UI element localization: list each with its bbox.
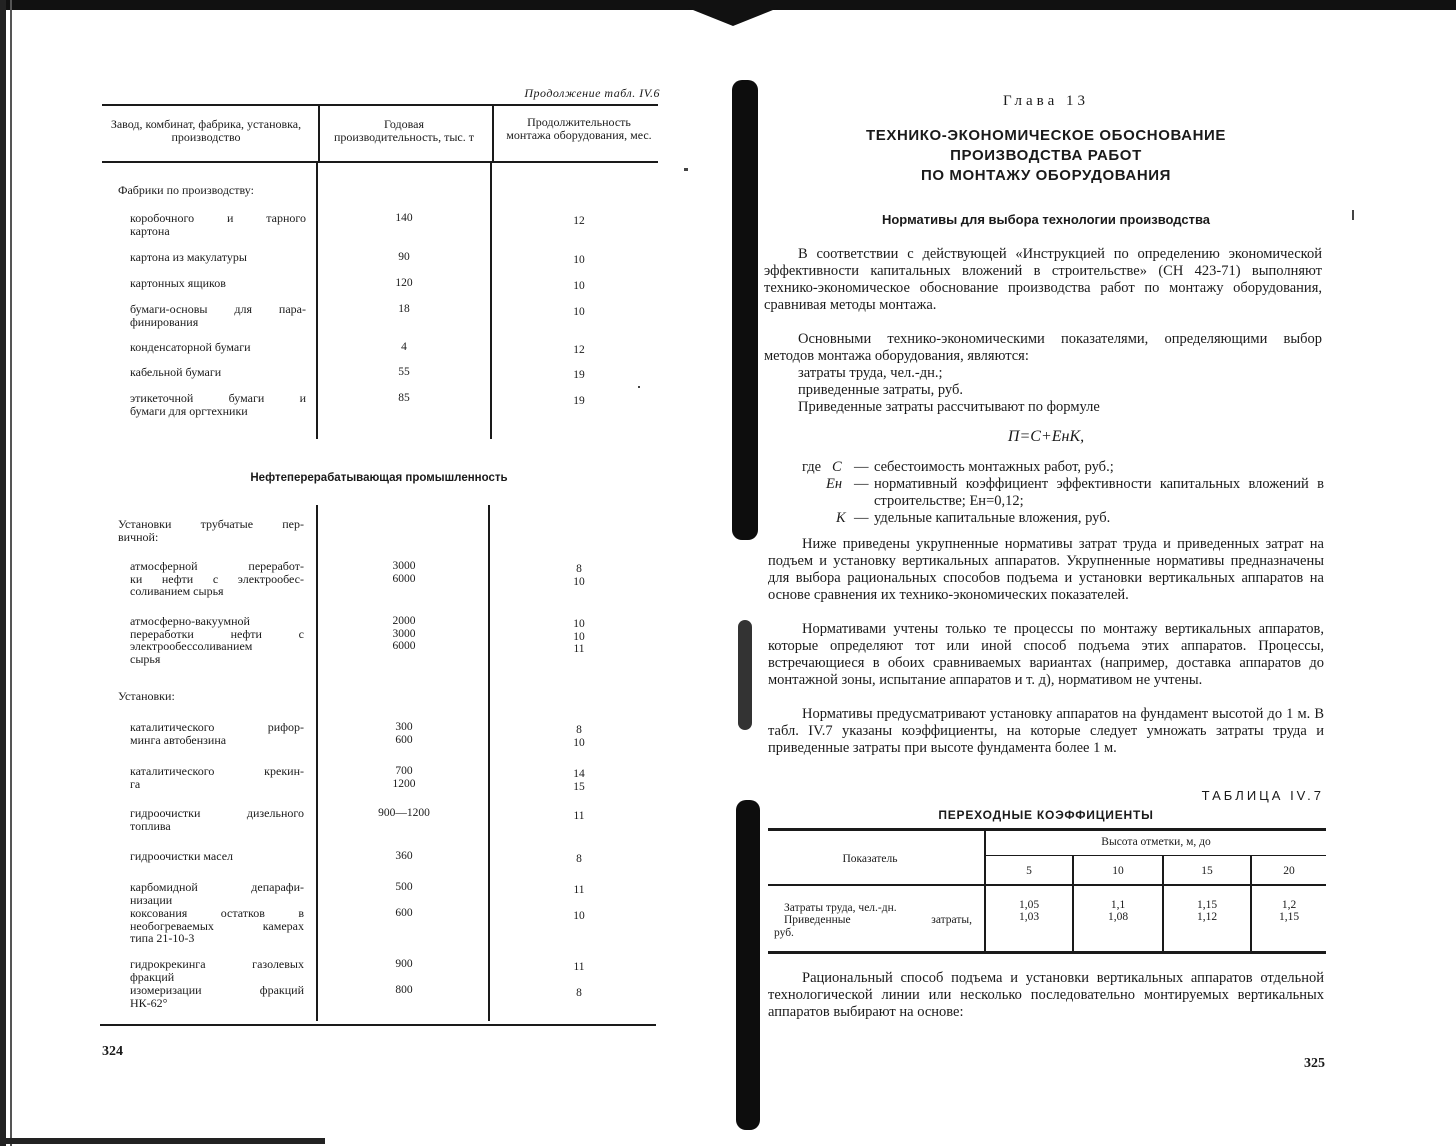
coef-height-header: 20 [1283, 865, 1295, 877]
duration-value: 19 [573, 369, 585, 381]
coef-value: 1,08 [1107, 911, 1129, 923]
gutter-shadow [732, 80, 758, 540]
scan-speck [1352, 210, 1354, 220]
duration-value: 8 [576, 987, 582, 999]
header-divider [492, 106, 494, 162]
coef-value: 1,15 [1278, 911, 1300, 923]
row-name-line: топлива [130, 818, 171, 833]
duration-value: 11 [573, 810, 585, 822]
coef-row-label: руб. [774, 927, 794, 939]
list-item: приведенные затраты, руб. [798, 382, 963, 398]
row-name-line: гидрокрекинга газолевых [130, 957, 304, 971]
row-name-line: фракций [130, 969, 175, 984]
column-divider [316, 163, 318, 439]
table-label: ТАБЛИЦА IV.7 [1201, 788, 1324, 803]
row-name-line: ки нефти с электрообес- [130, 571, 304, 586]
coef-row-label: Затраты труда, чел.-дн. [784, 902, 897, 914]
coef-value: 1,05 [1018, 899, 1040, 911]
capacity-value: 4 [401, 341, 407, 353]
row-name-line: атмосферной переработ- [130, 559, 304, 573]
duration-value: 10 [573, 736, 585, 749]
duration-value: 10 [573, 910, 585, 922]
header-capacity: Годовая производительность, тыс. т [333, 117, 475, 144]
row-name-line: картонных ящиков [130, 276, 226, 290]
header-duration: Продолжительность монтажа оборудования, мес. [506, 115, 652, 142]
section-subheading: Нормативы для выбора технологии производства [881, 212, 1211, 227]
coef-height-header: 10 [1112, 865, 1124, 877]
row-name-line: гидроочистки дизельного [130, 806, 304, 820]
header-plant: Завод, комбинат, фабрика, установка, производство [110, 117, 302, 144]
capacity-value: 500 [395, 881, 413, 893]
table-continuation-label: Продолжение табл. IV.6 [524, 86, 660, 100]
row-name-line: низации [130, 892, 173, 907]
table-title: ПЕРЕХОДНЫЕ КОЭФФИЦИЕНТЫ [938, 808, 1154, 822]
coef-value: 1,2 [1281, 899, 1297, 911]
group-title-line: вичной: [118, 530, 159, 544]
row-name-line: га [130, 776, 141, 791]
duration-value: 12 [573, 215, 585, 227]
section-title: Нефтеперерабатывающая промышленность [250, 472, 508, 484]
coef-height-header: 15 [1201, 865, 1213, 877]
chapter-title [768, 126, 1324, 186]
coef-group-rule [985, 855, 1326, 856]
coef-value: 1,15 [1196, 899, 1218, 911]
coef-height-header: 5 [1026, 865, 1032, 877]
capacity-value: 900—1200 [378, 807, 430, 819]
duration-value: 10 [573, 254, 585, 266]
capacity-value: 85 [398, 392, 410, 404]
row-name-line: каталитического крекин- [130, 764, 304, 778]
row-name-line: конденсаторной бумаги [130, 340, 251, 354]
row-name-line: НК-62° [130, 995, 168, 1010]
row-name-line: переработки нефти с [130, 626, 304, 641]
capacity-value: 800 [395, 984, 413, 996]
row-name-line: коробочного и тарного [130, 211, 306, 225]
duration-value: 11 [573, 884, 585, 896]
row-name-line: бумаги-основы для пара- [130, 302, 306, 316]
duration-value: 15 [573, 780, 585, 793]
scan-edge-left-inner [10, 0, 12, 1146]
column-divider [490, 163, 492, 439]
where-definition: удельные капитальные вложения, руб. [874, 510, 1111, 526]
header-divider [318, 106, 320, 162]
row-name-line: электрообессоливанием [130, 639, 253, 653]
row-name-line: каталитического рифор- [130, 720, 304, 734]
coef-table-top-rule [768, 828, 1326, 831]
coef-header-rule [768, 884, 1326, 886]
coef-value: 1,03 [1018, 911, 1040, 923]
list-item: затраты труда, чел.-дн.; [798, 365, 943, 381]
capacity-value: 600 [395, 907, 413, 919]
column-divider [316, 505, 318, 1021]
duration-value: 8 [576, 853, 582, 865]
row-name-line: этикеточной бумаги и [130, 391, 306, 405]
scan-speck [638, 386, 640, 388]
where-dash: — [854, 476, 869, 492]
capacity-value: 2000 [392, 615, 416, 627]
capacity-value: 18 [398, 303, 410, 315]
duration-value: 11 [573, 961, 585, 973]
where-symbol: Ен [826, 476, 843, 492]
duration-value: 8 [576, 724, 582, 736]
duration-value: 19 [573, 395, 585, 407]
coef-table-bottom-rule [768, 951, 1326, 954]
page-number-left: 324 [102, 1044, 123, 1059]
coef-value: 1,12 [1196, 911, 1218, 923]
capacity-value: 700 [395, 765, 413, 777]
formula: П=С+ЕнК, [1007, 428, 1085, 445]
paragraph: Приведенные затраты рассчитывают по формуле [798, 399, 1100, 415]
spine-notch [688, 8, 778, 26]
capacity-value: 600 [395, 733, 413, 746]
row-name-line: необогреваемых камерах [130, 918, 304, 933]
row-name-line: соливанием сырья [130, 584, 224, 598]
table-header-rule [102, 161, 658, 163]
scan-edge-bottom [0, 1138, 325, 1144]
duration-value: 14 [573, 768, 585, 780]
paragraph: В соответствии с действующей «Инструкцией по определению экономической эффективности капитальных вложений в строительстве» (СН 423-71) выполняют технико-экономическое обоснование производства работ по монтажу оборудования, сравнивая методы монтажа. [764, 246, 1322, 313]
duration-value: 12 [573, 344, 585, 356]
row-name-line: изомеризации фракций [130, 983, 304, 997]
paragraph: Рациональный способ подъема и установки вертикальных аппаратов отдельной технологической линии или несколько последовательно монтируемых вертикальных аппаратов выбирают на основе: [768, 970, 1324, 1020]
group-title [118, 518, 304, 531]
row-name-line: минга автобензина [130, 732, 227, 747]
capacity-value: 6000 [392, 640, 416, 652]
group-title: Фабрики по производству: [118, 183, 254, 197]
paragraph: Ниже приведены укрупненные нормативы затрат труда и приведенных затрат на подъем и установку вертикальных аппаратов. Укрупненные нормативы предназначены для выбора рациональных способов подъема и установки вертикальных аппаратов на основе сравнения их технико-экономических показателей. [768, 536, 1324, 603]
group-title-line: Установки трубчатые пер- [118, 517, 304, 531]
chapter-title-line: ПРОИЗВОДСТВА РАБОТ [950, 147, 1142, 164]
row-name-line: финирования [130, 314, 199, 329]
where-label: где [802, 459, 822, 475]
row-name-line: сырья [130, 651, 161, 666]
duration-value: 10 [573, 280, 585, 292]
capacity-value: 900 [395, 958, 413, 970]
capacity-value: 90 [398, 251, 410, 263]
group-title: Установки: [118, 689, 175, 703]
coef-value: 1,1 [1110, 899, 1126, 911]
capacity-value: 140 [395, 212, 413, 224]
capacity-value: 120 [395, 277, 413, 289]
paragraph: Нормативами учтены только те процессы по монтажу вертикальных аппаратов, которые определяют тот или иной способ подъема этих аппаратов. Процессы, встречающиеся в обоих сравниваемых вариантах (например, доставка аппаратов до монтажной зоны, испытание аппаратов и т. д), нормативом не учтены. [768, 621, 1324, 688]
row-name-line: кабельной бумаги [130, 365, 222, 379]
where-dash: — [854, 510, 869, 526]
where-symbol: К [836, 510, 846, 526]
where-symbol: С [832, 459, 842, 475]
coef-col-header: Показатель [842, 853, 898, 865]
duration-value: 10 [573, 618, 585, 630]
row-name-line: коксования остатков в [130, 906, 304, 920]
where-definition: себестоимость монтажных работ, руб.; [874, 459, 1114, 475]
capacity-value: 3000 [392, 627, 416, 640]
coef-row-label: Приведенные затраты, [784, 914, 972, 926]
row-name-line: бумаги для оргтехники [130, 403, 248, 418]
paragraph: Нормативы предусматривают установку аппаратов на фундамент высотой до 1 м. В табл. IV.7 указаны коэффициенты, на которые следует умножать затраты труда и приведенные затраты при высоте фундамента более 1 м. [768, 706, 1324, 756]
row-name-line: картона [130, 223, 170, 238]
capacity-value: 300 [395, 721, 413, 733]
capacity-value: 55 [398, 366, 410, 378]
scan-speck [684, 168, 688, 171]
row-name-line: типа 21-10-3 [130, 931, 195, 945]
duration-value: 10 [573, 630, 585, 643]
scan-edge-left [0, 0, 6, 1146]
coef-group-header: Высота отметки, м, до [1101, 836, 1211, 848]
duration-value: 8 [576, 563, 582, 575]
gutter-shadow [736, 800, 760, 1130]
capacity-value: 6000 [392, 572, 416, 585]
capacity-value: 1200 [392, 777, 416, 790]
capacity-value: 360 [395, 850, 413, 862]
where-dash: — [854, 459, 869, 475]
row-name-line: картона из макулатуры [130, 250, 247, 264]
paragraph: Основными технико-экономическими показателями, определяющими выбор методов монтажа оборудования, являются: [764, 331, 1322, 364]
table-bottom-rule [100, 1024, 656, 1026]
row-name-line: атмосферно-вакуумной [130, 614, 250, 628]
chapter-title-line: ПО МОНТАЖУ ОБОРУДОВАНИЯ [920, 167, 1172, 184]
duration-value: 10 [573, 575, 585, 588]
chapter-title-line: ТЕХНИКО-ЭКОНОМИЧЕСКОЕ ОБОСНОВАНИЕ [865, 127, 1227, 144]
row-name-line: гидроочистки масел [130, 849, 234, 863]
table-top-rule [102, 104, 658, 106]
gutter-shadow [738, 620, 752, 730]
where-definition: нормативный коэффициент эффективности капитальных вложений в строительстве; Ен=0,12; [874, 476, 1324, 509]
duration-value: 10 [573, 306, 585, 318]
chapter-label: Глава 13 [1003, 93, 1089, 109]
column-divider [488, 505, 490, 1021]
page-number-right: 325 [1304, 1056, 1325, 1071]
duration-value: 11 [573, 643, 585, 655]
capacity-value: 3000 [392, 560, 416, 572]
row-name-line: карбомидной депарафи- [130, 880, 304, 894]
